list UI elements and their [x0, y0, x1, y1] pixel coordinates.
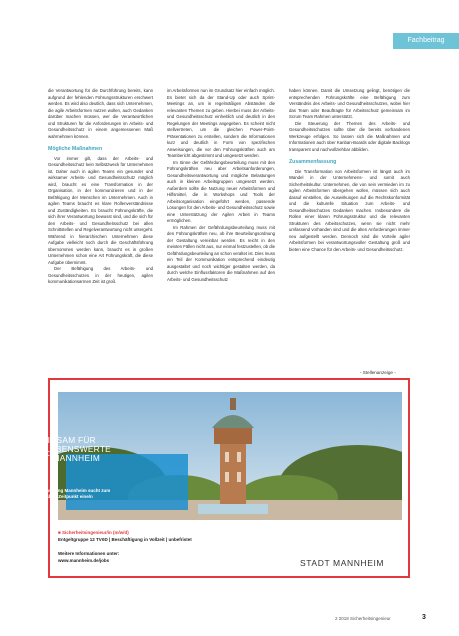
paragraph: Im Rahmen der Gefährdungsbeurteilung muss mit den Führungskräften neu, ob ihre Beurteilungsordnung der Gestaltung vereinbar werden. Es reicht in den meisten Fällen nicht aus, nur einmal festzustellen, ob die Gefährdungsbeurteilung an schon veraltet ist. Dies muss ein Teil der Kommunikation entsprechend eindeutig ausgestaltet und noch wichtiger gestalten werden, da durch welche Einflussfaktoren die Maßnahmen auf den Arbeits- und Gesundheitsschutz — [167, 224, 275, 282]
ad-headline-line: EINE LEBENSWERTE — [22, 444, 112, 454]
contact-label: Weitere Informationen unter: — [58, 551, 120, 556]
paragraph: Vor immer gilt, dass der Arbeits- und Gesundheitsschutz kein Selbstzweck für Unternehmen ist. Daher auch in agilen Teams ein gesunder und wirksamer Arbeits- und Gesundheitsschutz möglich wird, braucht es eine Transformation in der Organisation, in der kommunizieren und in der Befähigung der Menschen im Unternehmen. Auch in agilen Teams braucht es klare Rollenverständnisse und Zuständigkeiten. Es braucht Führungskräfte, die sich ihrer Verantwortung bewusst sind, und die sich für den Arbeits- und Gesundheitsschutz bei allen Schnittstellen und Regelverantwortung nicht untergeht. Während in hierarchischen Unternehmen diese Aufgabe vielleicht noch durch die Geschäftsführung übernommen werden kann, braucht es in großen Unternehmen schon eine Art Führungskraft, die diese Aufgabe übernimmt. — [48, 155, 153, 265]
ad-headline-line: STADT MANNHEIM — [22, 453, 101, 463]
job-listing[interactable] — [58, 530, 278, 543]
ad-contact — [58, 551, 119, 565]
paragraph: Im Sinne der Gefährdungsbeurteilung muss mit den Führungskräften neu aber Arbeitsanforderungen, Gesundheitsverantwortung und mögliche Belastungen auch in kleinen Arbeitsgruppen umgesetzt werden. Außerdem sollte die Nutzung neuer Arbeitsformen und Hilfsmittel, die in Workshops und Tools der Arbeitsorganisation eingeführt werden, passende Lösungen für den Arbeits- und Gesundheitsschutz sowie eine Unterstützung der Agilen Arbeit in Teams ermöglichen. — [167, 159, 275, 223]
paragraph: haben können. Damit die Umsetzung gelingt, benötigen die entsprechenden Führungskräfte eine Befähigung zum Verständnis des Arbeits- und Gesundheitsschutzes, wobei hier das Team oder Beauftragte für Arbeitsschutz gemeinsam im Scrum Team Rahmen unterstützt. — [289, 88, 410, 119]
ad-subtitle: Die Stadtverwaltung Mannheim sucht zum nächstmöglichen Zeitpunkt eine/n — [20, 488, 111, 500]
article-column-1 — [48, 88, 153, 286]
page-footer: 2 2018 Sicherheitsingenieur — [335, 616, 391, 621]
article-column-2 — [167, 88, 275, 283]
ad-headline — [22, 436, 172, 463]
contact-link[interactable]: www.mannheim.de/jobs — [58, 557, 110, 563]
paragraph: Der Befähigung des Arbeits- und Gesundheitsschutzes in der heutigen, agilen kommunikationsarmen Zeit ist groß. — [48, 266, 153, 284]
section-heading: Zusammenfassung — [289, 159, 337, 165]
paragraph: im Arbeitsformen nun im Grundsatz hier einfach möglich. Es bietet sich da der Stand-Up oder auch Sprint-Meetings an, um in regelmäßigen Abständen die relevanten Themen zu geben. Hierbei muss der Arbeits- und Gesundheitsschutz einheitlich und deutlich in den Regelungen der Meetings angegeben. Es scheint nicht stellvertreten, um die gleichen Power-Point-Präsentationen zu erstellen, sondern die Informationen kurz und deutlich in Form von spezifischen Anweisungen, die vor den Führungskräften auch am Teambericht abgestimmt und umgesetzt werden. — [167, 88, 275, 158]
ad-label: - Stellenanzeige - — [360, 370, 396, 375]
job-advertisement[interactable] — [48, 378, 410, 578]
paragraph: die Verantwortung für die Durchführung bereits, kann aufgrund der fehlenden Führungsstrukturen erschwert werden. Es wird also deutlich, dass sich Unternehmen, die agile Arbeitsformen nutzen wollen, auch Gedanken darüber machen müssen, wer die Verantwortlichen und Strukturen für die Anforderungen im Arbeits- und Gesundheitsschutz in einem angemessenen Maß wahrnehmen können. — [48, 88, 153, 139]
job-title[interactable]: ■ Sicherheitsingenieur/in (m/w/d) — [58, 530, 129, 535]
page-number: 3 — [422, 614, 426, 621]
city-logo: STADT MANNHEIM — [300, 558, 385, 568]
paragraph: Die Steuerung der Themen des Arbeits- und Gesundheitsschutzes sollte über die bereits vorhandenen Werkzeuge erfolgen. So lassen sich die Maßnahmen und Informationen auch über Kanban-Boards oder digitale Backlogs transparent und nachvollziehbar abbilden. — [289, 120, 410, 152]
section-heading: Mögliche Maßnahmen — [48, 146, 103, 152]
section-tag: Fachbeitrag — [393, 33, 459, 49]
ad-headline-line: GEMEINSAM FÜR — [22, 435, 96, 445]
article-column-3 — [289, 88, 410, 253]
job-detail: Entgeltgruppe 12 TVöD | Beschäftigung in Vollzeit | unbefristet — [58, 536, 192, 542]
paragraph: Die Transformation von Arbeitsformen ist längst auch im Wandel in der Unternehmens- und somit auch Sicherheitskultur. Unternehmen, die von sein vermieden im zu agilen Arbeitsformen übergehen wollen, müssen sich auch darauf einstellen, die Auswirkungen auf die Rechtskonformität und die kulturelle Situation zum Arbeits- und Gesundheitsschutzes Gedanken machen. Insbesondere die Rollen einer klaren Führungsstruktur und die relevanten Strukturen des Arbeitsschutzes, wenn sie nicht mehr umfassend vorhanden sind und die alten Anforderungen immer neu aufgestellt werden. Dennoch sind die Vorteile agiler Arbeitsformen bei verantwortungsvoller Gestaltung groß und bieten eine Chance für den Arbeits- und Gesundheitsschutz. — [289, 168, 410, 252]
